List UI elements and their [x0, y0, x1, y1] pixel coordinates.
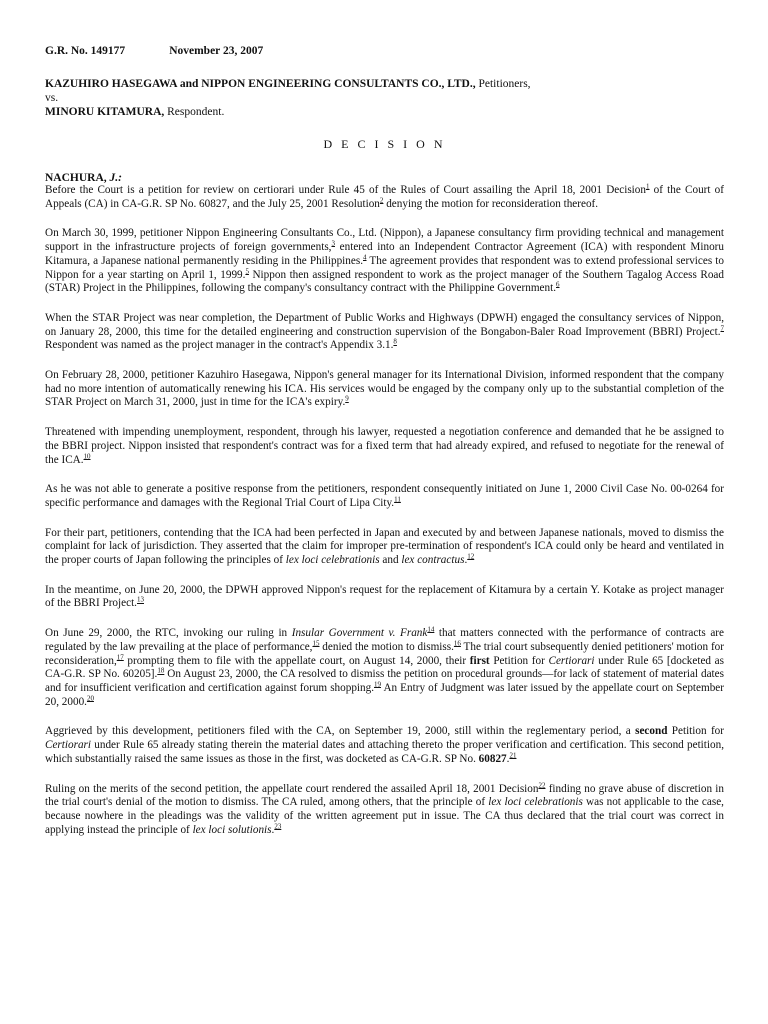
paragraph-3 — [45, 312, 724, 353]
paragraph-9 — [45, 627, 724, 709]
footnote-ref-21[interactable]: 21 — [509, 751, 517, 760]
footnote-ref-13[interactable]: 13 — [136, 595, 144, 604]
footnote-ref-9[interactable]: 9 — [345, 394, 349, 403]
latin-term: lex contractus — [401, 554, 465, 567]
case-header — [45, 44, 724, 58]
text-run: that matters connected with the performance of contracts are regulated by the law prevailing at the place of performance, — [45, 627, 724, 653]
footnote-ref-10[interactable]: 10 — [83, 451, 91, 460]
text-run: denying the motion for reconsideration thereof. — [383, 197, 599, 210]
latin-term: lex loci celebrationis — [285, 554, 380, 567]
latin-term: Certiorari — [45, 739, 92, 752]
footnote-ref-20[interactable]: 20 — [86, 693, 94, 702]
footnote-ref-18[interactable]: 18 — [157, 666, 165, 675]
gr-number: G.R. No. 149177 — [45, 45, 126, 57]
text-run: finding no grave abuse of discretion in the trial court's denial of the motion to dismiss. The CA ruled, among others, that the principle of — [45, 782, 724, 809]
text-run: under Rule 65 [docketed as CA-G.R. SP No. 60205]. — [45, 654, 725, 681]
footnote-ref-15[interactable]: 15 — [312, 639, 320, 648]
text-run: In the meantime, on June 20, 2000, the DPWH approved Nippon's request for the replacement of Kitamura by a certain Y. Kotake as project manager of the BBRI Project. — [45, 583, 724, 610]
footnote-ref-2[interactable]: 2 — [379, 195, 384, 204]
case-citation: Insular Government v. Frank — [291, 627, 428, 640]
footnote-ref-19[interactable]: 19 — [374, 680, 382, 689]
text-run: When the STAR Project was near completion, the Department of Public Works and Highways (DPWH) engaged the consultancy services of Nippon, on January 28, 2000, this time for the detailed engineering and construction supervision of the Bongabon-Baler Road Improvement (BBRI) Project. — [45, 311, 724, 338]
text-run: Petition for — [489, 654, 549, 667]
paragraph-2 — [45, 227, 724, 296]
case-parties — [45, 77, 724, 119]
paragraph-6 — [45, 483, 724, 510]
text-run: As he was not able to generate a positive response from the petitioners, respondent consequently initiated on June 1, 2000 Civil Case No. 00-0264 for specific performance and damages with the Regional Trial Court of Lipa City. — [45, 483, 724, 509]
text-run: On June 29, 2000, the RTC, invoking our ruling in — [45, 627, 292, 640]
footnote-ref-7[interactable]: 7 — [720, 323, 724, 332]
text-run: of the Court of Appeals (CA) in CA-G.R. SP No. 60827, and the July 25, 2001 Resolution — [45, 184, 724, 210]
decision-title: D E C I S I O N — [323, 137, 446, 151]
text-run: . — [464, 554, 468, 567]
text-run: and — [379, 554, 402, 567]
paragraph-5 — [45, 426, 724, 467]
text-run: denied the motion to dismiss. — [319, 640, 454, 653]
paragraph-1 — [45, 184, 724, 211]
text-run: An Entry of Judgment was later issued by the appellate court on September 20, 2000. — [45, 681, 724, 708]
text-run: On February 28, 2000, petitioner Kazuhiro Hasegawa, Nippon's general manager for its International Division, informed respondent that the company had no more intention of automatically renewing his ICA. His services would be engaged by the company only up to the substantial completion of the STAR Project on March 31, 2000, just in time for the ICA's expiry. — [45, 369, 724, 409]
text-run: The agreement provides that respondent was to extend professional services to Nippon for a year starting on April 1, 1999. — [45, 254, 724, 281]
footnote-ref-23[interactable]: 23 — [274, 821, 282, 830]
versus-line: vs. — [45, 92, 59, 104]
footnote-ref-8[interactable]: 8 — [393, 337, 397, 346]
latin-term: Certiorari — [548, 654, 595, 667]
text-run: was not applicable to the case, because nowhere in the pleadings was the validity of the written agreement put in issue. The CA thus declared that the trial court was correct in applying instead the principle of — [45, 796, 724, 836]
footnote-ref-5[interactable]: 5 — [245, 266, 249, 275]
text-run: Threatened with impending unemployment, respondent, through his lawyer, requested a negotiation conference and demanded that he be assigned to the BBRI project. Nippon insisted that respondent's contract was for a fixed term that had already expired, and refused to negotiate for the renewal of the ICA. — [45, 426, 724, 466]
latin-term: lex loci solutionis — [192, 823, 272, 836]
text-run: prompting them to file with the appellate court, on August 14, 2000, their — [123, 654, 470, 667]
paragraph-7 — [45, 527, 724, 568]
footnote-ref-17[interactable]: 17 — [116, 652, 124, 661]
paragraph-8 — [45, 584, 724, 611]
footnote-ref-11[interactable]: 11 — [394, 495, 401, 504]
ponente-title: J.: — [109, 172, 122, 184]
petitioners-role: Petitioners, — [478, 78, 531, 90]
respondent-line — [45, 105, 724, 119]
footnote-ref-3[interactable]: 3 — [331, 239, 335, 248]
footnote-ref-1[interactable]: 1 — [645, 182, 650, 191]
text-run: Petition for — [667, 725, 724, 738]
text-run: Aggrieved by this development, petitioners filed with the CA, on September 19, 2000, still within the reglementary period, a — [45, 725, 636, 738]
footnote-ref-14[interactable]: 14 — [427, 625, 435, 634]
text-run: The trial court subsequently denied petitioners' motion for reconsideration, — [45, 640, 724, 667]
text-run: . — [506, 752, 510, 765]
text-run: On August 23, 2000, the CA resolved to dismiss the petition on procedural grounds—for lack of statement of material dates and for insufficient verification and certification against forum shopping. — [45, 668, 724, 694]
paragraph-11 — [45, 780, 724, 838]
footnote-ref-6[interactable]: 6 — [556, 280, 560, 289]
text-run: For their part, petitioners, contending that the ICA had been perfected in Japan and executed by and between Japanese nationals, moved to dismiss the complaint for lack of jurisdiction. They asserted that the claim for improper pre-termination of respondent's ICA could only be heard and ventilated in the proper courts of Japan following the principles of — [45, 526, 724, 567]
petitioners-names: KAZUHIRO HASEGAWA and NIPPON ENGINEERING CONSULTANTS CO., LTD., — [45, 78, 476, 90]
ponente — [45, 172, 724, 184]
ponente-name: NACHURA, — [45, 172, 107, 184]
text-run: . — [271, 823, 275, 836]
paragraph-4 — [45, 369, 724, 410]
footnote-ref-22[interactable]: 22 — [538, 780, 546, 789]
respondent-name: MINORU KITAMURA, — [45, 106, 165, 118]
footnote-ref-4[interactable]: 4 — [363, 253, 367, 262]
footnote-ref-12[interactable]: 12 — [467, 552, 475, 561]
text-run: under Rule 65 already stating therein the material dates and attaching thereto the proper verification and certification. This second petition, which substantially raised the same issues as those in the first, was docketed as CA-G.R. SP No. — [45, 739, 724, 765]
decision-date: November 23, 2007 — [169, 45, 264, 57]
text-run: Ruling on the merits of the second petition, the appellate court rendered the assailed April 18, 2001 Decision — [45, 782, 539, 795]
paragraph-10 — [45, 725, 724, 766]
text-run: entered into an Independent Contractor Agreement (ICA) with respondent Minoru Kitamura, a Japanese national permanently residing in the Philippines. — [45, 241, 724, 267]
text-run: Before the Court is a petition for review on certiorari under Rule 45 of the Rules of Court assailing the April 18, 2001 Decision — [45, 184, 646, 196]
footnote-ref-16[interactable]: 16 — [453, 639, 461, 648]
respondent-role: Respondent. — [167, 106, 225, 118]
text-run: On March 30, 1999, petitioner Nippon Engineering Consultants Co., Ltd. (Nippon), a Japanese consultancy firm providing technical and management support in the infrastructure projects of foreign governments, — [45, 227, 724, 254]
emphasis-first: first — [469, 654, 490, 667]
petitioners-line — [45, 77, 724, 91]
text-run: Respondent was named as the project manager in the contract's Appendix 3.1. — [45, 339, 394, 352]
latin-term: lex loci celebrationis — [488, 796, 583, 809]
emphasis-second: second — [635, 725, 668, 738]
text-run: Nippon then assigned respondent to work as the project manager of the Southern Tagalog Access Road (STAR) Project in the Philippines, following the company's consultancy contract with the Philippine Government. — [45, 268, 724, 295]
docket-number: 60827 — [478, 752, 507, 765]
